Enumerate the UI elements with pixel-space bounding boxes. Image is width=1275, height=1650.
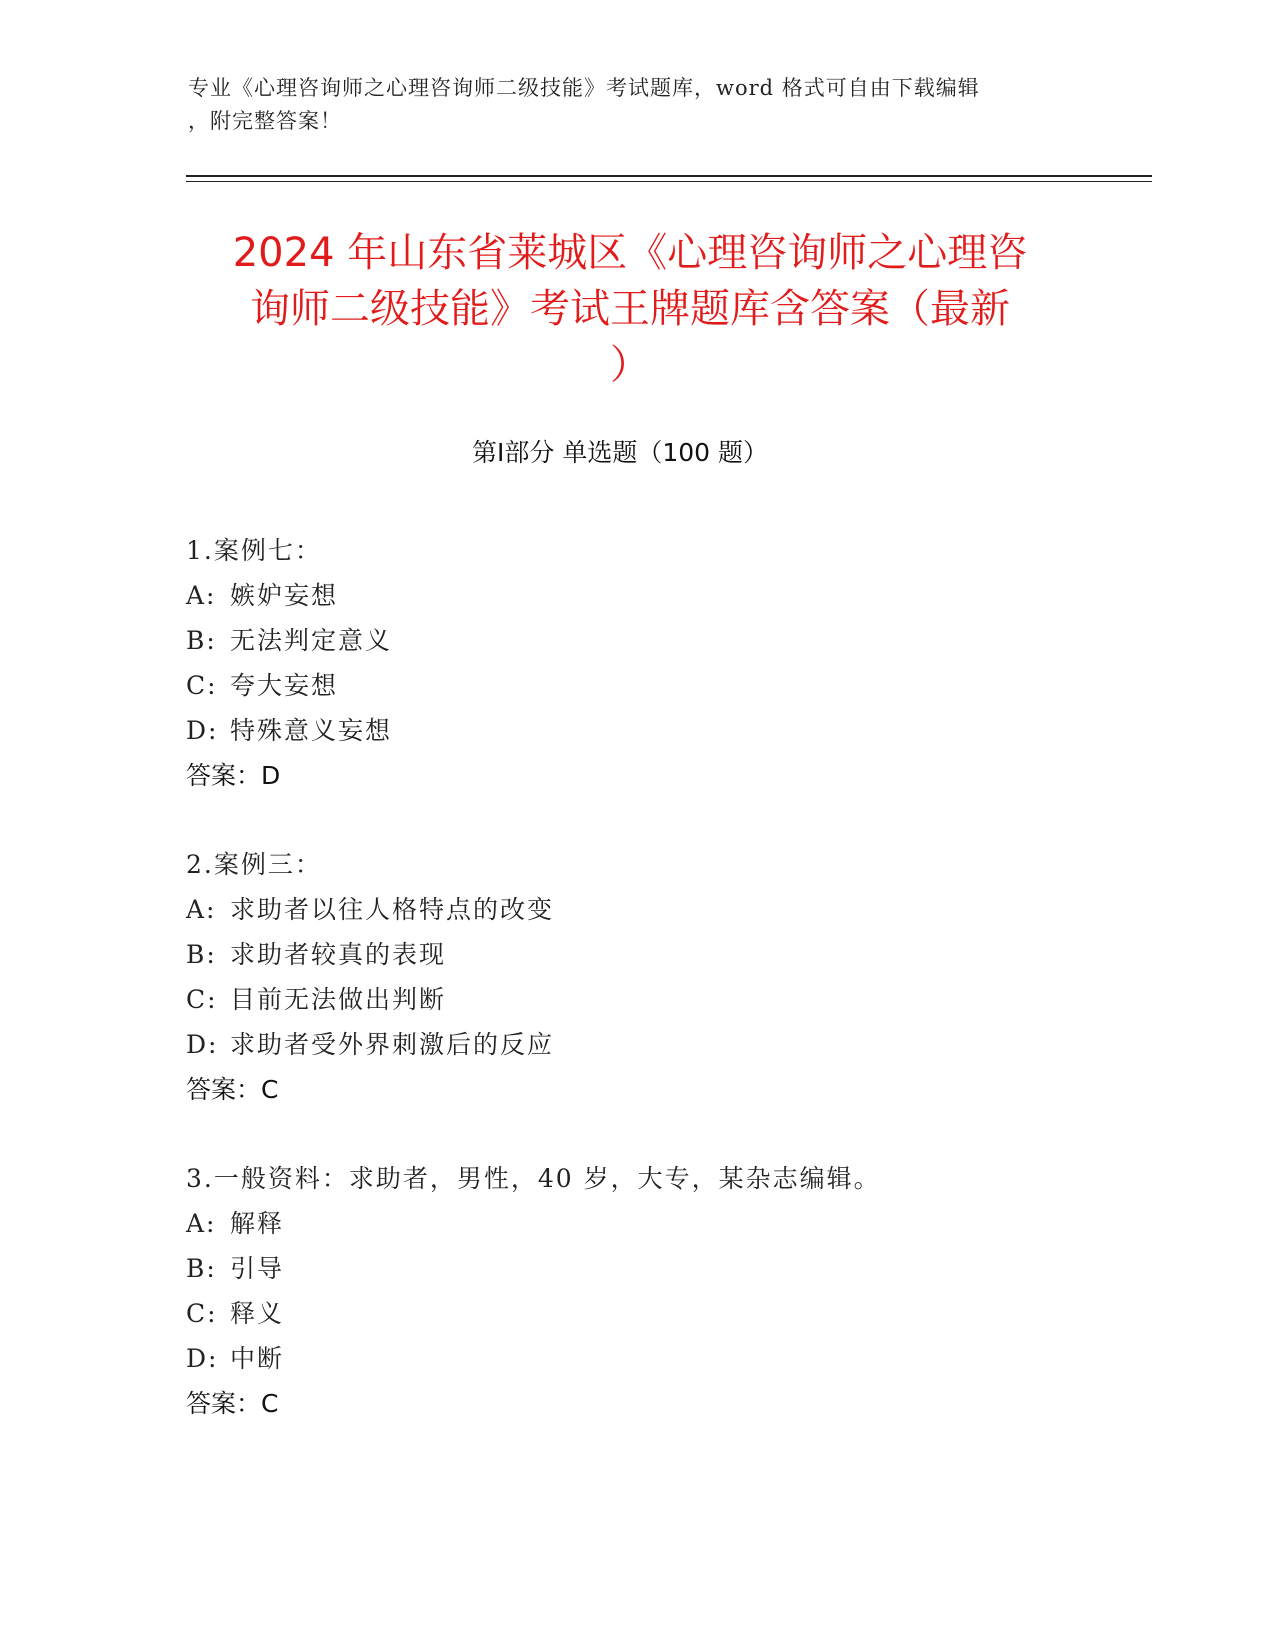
question-1 <box>186 528 1086 798</box>
option-d <box>186 1336 1086 1381</box>
option-a <box>186 1201 1086 1246</box>
document-title-line-3: ） <box>610 342 650 388</box>
header-divider-thin <box>186 181 1152 182</box>
option-text: 目前无法做出判断 <box>230 985 447 1014</box>
document-title-line-1: 2024 年山东省莱城区《心理咨询师之心理咨 <box>232 230 1028 276</box>
option-b <box>186 932 1086 977</box>
answer: 答案：D <box>186 761 281 790</box>
option-text: 特殊意义妄想 <box>230 716 393 745</box>
option-c <box>186 1291 1086 1336</box>
document-title-line-2: 询师二级技能》考试王牌题库含答案（最新 <box>250 286 1010 332</box>
question-stem: 3.一般资料：求助者，男性，40 岁，大专，某杂志编辑。 <box>186 1164 881 1193</box>
option-b <box>186 618 1086 663</box>
option-text: 中断 <box>230 1344 285 1373</box>
option-text: 释义 <box>230 1299 285 1328</box>
option-key: D: <box>186 1030 219 1059</box>
option-c <box>186 977 1086 1022</box>
document-title <box>180 225 1080 393</box>
option-a <box>186 573 1086 618</box>
question-list <box>186 528 1086 1470</box>
question-stem: 1.案例七： <box>186 536 322 565</box>
question-3 <box>186 1156 1086 1426</box>
option-a <box>186 887 1086 932</box>
option-d <box>186 708 1086 753</box>
option-key: C: <box>186 1299 218 1328</box>
option-text: 求助者受外界刺激后的反应 <box>230 1030 555 1059</box>
header-note-line-2: ，附完整答案！ <box>188 109 342 133</box>
question-stem: 2.案例三： <box>186 850 322 879</box>
option-key: C: <box>186 985 218 1014</box>
option-key: A: <box>186 581 217 610</box>
option-key: B: <box>186 1254 217 1283</box>
option-key: A: <box>186 895 217 924</box>
option-text: 引导 <box>230 1254 285 1283</box>
option-text: 求助者较真的表现 <box>230 940 447 969</box>
option-key: D: <box>186 716 219 745</box>
question-2 <box>186 842 1086 1112</box>
section-heading: 第Ⅰ部分 单选题（100 题） <box>472 438 768 467</box>
option-key: C: <box>186 671 218 700</box>
option-d <box>186 1022 1086 1067</box>
option-text: 嫉妒妄想 <box>230 581 339 610</box>
option-b <box>186 1246 1086 1291</box>
option-key: A: <box>186 1209 217 1238</box>
option-c <box>186 663 1086 708</box>
answer: 答案：C <box>186 1389 279 1418</box>
header-note-line-1: 专业《心理咨询师之心理咨询师二级技能》考试题库，word 格式可自由下载编辑 <box>188 76 980 100</box>
header-divider-thick <box>186 175 1152 177</box>
option-text: 夸大妄想 <box>230 671 339 700</box>
option-key: D: <box>186 1344 219 1373</box>
answer: 答案：C <box>186 1075 279 1104</box>
option-key: B: <box>186 940 217 969</box>
option-text: 求助者以往人格特点的改变 <box>230 895 555 924</box>
option-key: B: <box>186 626 217 655</box>
option-text: 无法判定意义 <box>230 626 393 655</box>
option-text: 解释 <box>230 1209 285 1238</box>
header-note <box>188 72 1068 138</box>
